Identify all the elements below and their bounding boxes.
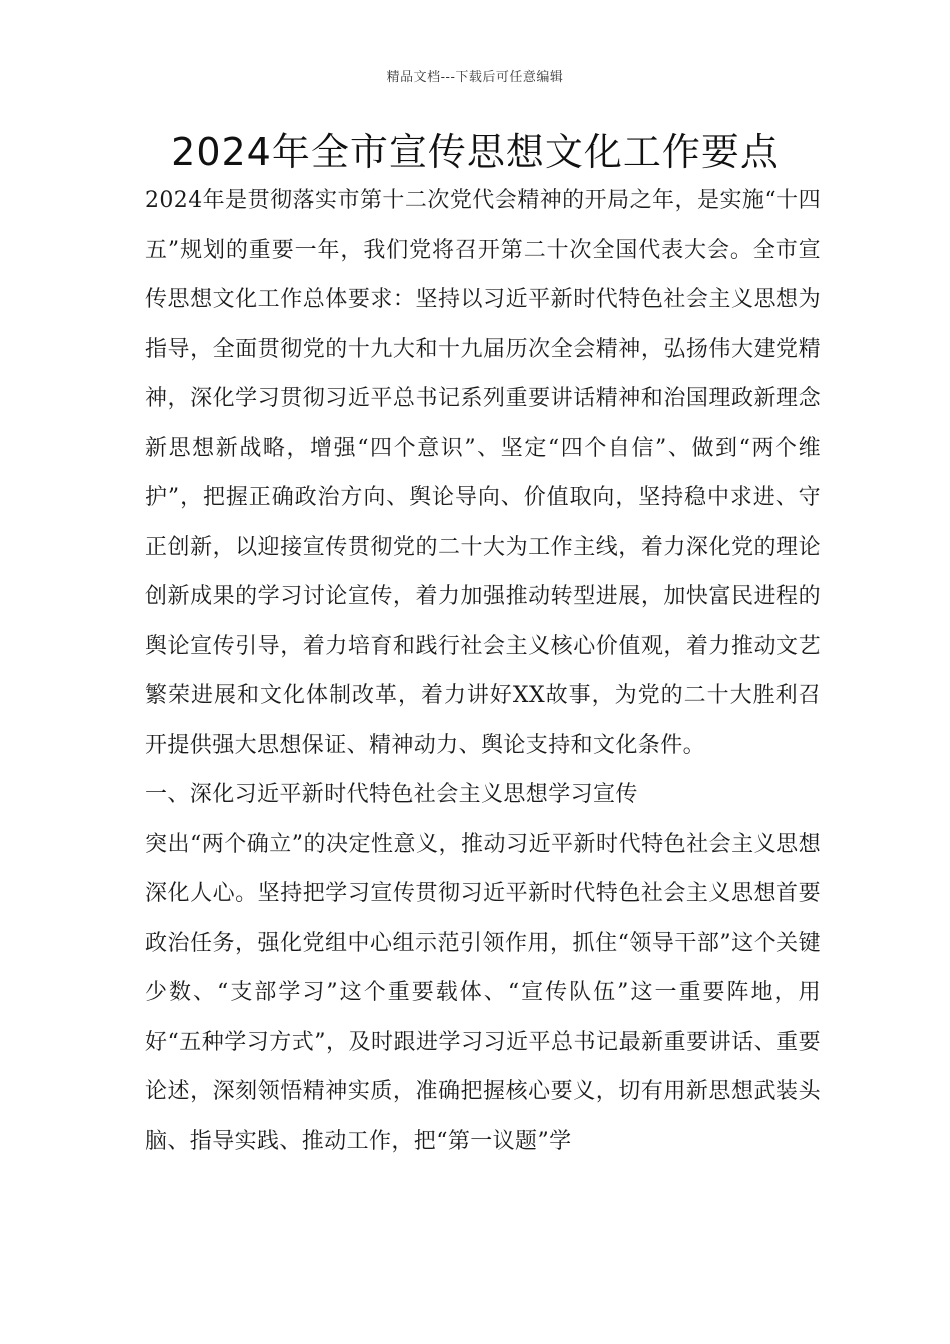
section-1-heading: 一、深化习近平新时代特色社会主义思想学习宣传 [145, 782, 638, 807]
header-note: 精品文档---下载后可任意编辑 [386, 70, 564, 85]
document-title: 2024年全市宣传思想文化工作要点 [171, 130, 779, 174]
section-1-paragraph: 突出“两个确立”的决定性意义，推动习近平新时代特色社会主义思想深化人心。坚持把学习宣传贯彻习近平新时代特色社会主义思想首要政治任务，强化党组中心组示范引领作用，抓住“领导干部”这个关键少数、“支部学习”这个重要载体、“宣传队伍”这一重要阵地，用好“五种学习方式”，及时跟进学习习近平总书记最新重要讲话、重要论述，深刻领悟精神实质，准确把握核心要义，切有用新思想武装头脑、指导实践、推动工作，把“第一议题”学 [145, 831, 821, 1154]
document-body [145, 176, 821, 1166]
intro-paragraph: 2024年是贯彻落实市第十二次党代会精神的开局之年，是实施“十四五”规划的重要一年，我们党将召开第二十次全国代表大会。全市宣传思想文化工作总体要求：坚持以习近平新时代特色社会主义思想为指导，全面贯彻党的十九大和十九届历次全会精神，弘扬伟大建党精神，深化学习贯彻习近平总书记系列重要讲话精神和治国理政新理念新思想新战略，增强“四个意识”、坚定“四个自信”、做到“两个维护”，把握正确政治方向、舆论导向、价值取向，坚持稳中求进、守正创新，以迎接宣传贯彻党的二十大为工作主线，着力深化党的理论创新成果的学习讨论宣传，着力加强推动转型进展，加快富民进程的舆论宣传引导，着力培育和践行社会主义核心价值观，着力推动文艺繁荣进展和文化体制改革，着力讲好XX故事，为党的二十大胜利召开提供强大思想保证、精神动力、舆论支持和文化条件。 [145, 188, 821, 758]
